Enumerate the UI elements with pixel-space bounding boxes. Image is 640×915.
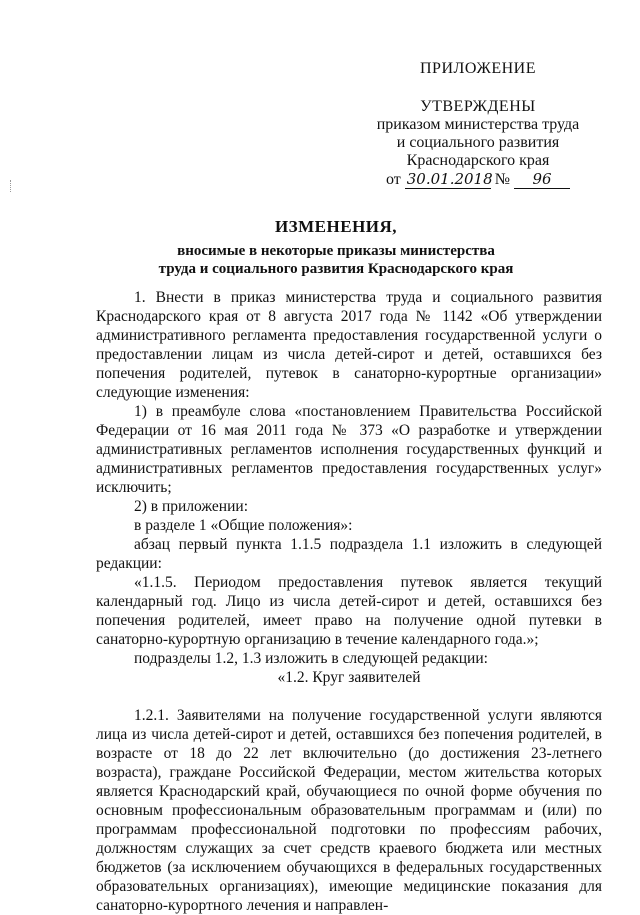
paragraph-3: 2) в приложении:	[134, 498, 248, 515]
paragraph-7: подразделы 1.2, 1.3 изложить в следующей редакции:	[134, 650, 488, 667]
approved-label: УТВЕРЖДЕНЫ	[420, 98, 536, 115]
heading-subtitle-1: вносимые в некоторые приказы министерства	[177, 243, 495, 259]
appendix-label: ПРИЛОЖЕНИЕ	[419, 60, 536, 77]
order-line-1: приказом министерства труда	[376, 116, 580, 133]
spacer	[96, 687, 602, 706]
heading-subtitle-2: труда и социального развития Краснодарского края	[158, 261, 514, 277]
paragraph-4: в разделе 1 «Общие положения»:	[134, 517, 353, 534]
paragraph-9: 1.2.1. Заявителями на получение государственной услуги являются лица из числа детей-сирот и детей, оставшихся без попечения родителей, в возрасте от 18 до 22 лет включительно (до достижения 23-летнего возраста), граждане Российской Федерации, местом жительства которых является Краснодарский край, обучающиеся по очной форме обучения по основным профессиональным образовательным программам и (или) по программам профессиональной подготовки по профессиям рабочих, должностям служащих за счет средств краевого бюджета или местных бюджетов (за исключением обучающихся в федеральных государственных образовательных организациях), имеющие медицинские показания для санаторно-курортного лечения и направлен-	[96, 707, 602, 914]
order-date: 30.01.2018	[406, 170, 493, 188]
document-heading	[96, 216, 576, 278]
approval-block	[358, 60, 598, 189]
paragraph-6: «1.1.5. Периодом предоставления путевок является текущий календарный год. Лицо из числа детей-сирот и детей, оставшихся без попечения родителей, имеет право на получение одной путевки в санаторно-курортную организацию в течение календарного года.»;	[96, 574, 602, 648]
heading-title: ИЗМЕНЕНИЯ,	[274, 217, 398, 236]
date-prefix: от	[385, 171, 401, 188]
order-line-2: и социального развития	[396, 134, 560, 151]
order-date-line	[358, 170, 598, 189]
document-body	[96, 288, 602, 915]
order-line-3: Краснодарского края	[406, 152, 550, 169]
margin-mark	[10, 180, 13, 192]
paragraph-5: абзац первый пункта 1.1.5 подраздела 1.1 изложить в следующей редакции:	[96, 536, 602, 572]
number-sign: №	[494, 171, 511, 188]
paragraph-8-heading: «1.2. Круг заявителей	[277, 669, 421, 686]
paragraph-1: 1. Внести в приказ министерства труда и социального развития Краснодарского края от 8 августа 2017 года № 1142 «Об утверждении административного регламента предоставления государственной услуги о предоставлении лицам из числа детей-сирот и детей, оставшихся без попечения родителей, путевок в санаторно-курортные организации» следующие изменения:	[96, 289, 602, 401]
paragraph-2: 1) в преамбуле слова «постановлением Правительства Российской Федерации от 16 мая 2011 года № 373 «О разработке и утверждении административных регламентов исполнения государственных функций и административных регламентов предоставления государственных услуг» исключить;	[96, 403, 602, 496]
order-number: 96	[514, 170, 570, 189]
